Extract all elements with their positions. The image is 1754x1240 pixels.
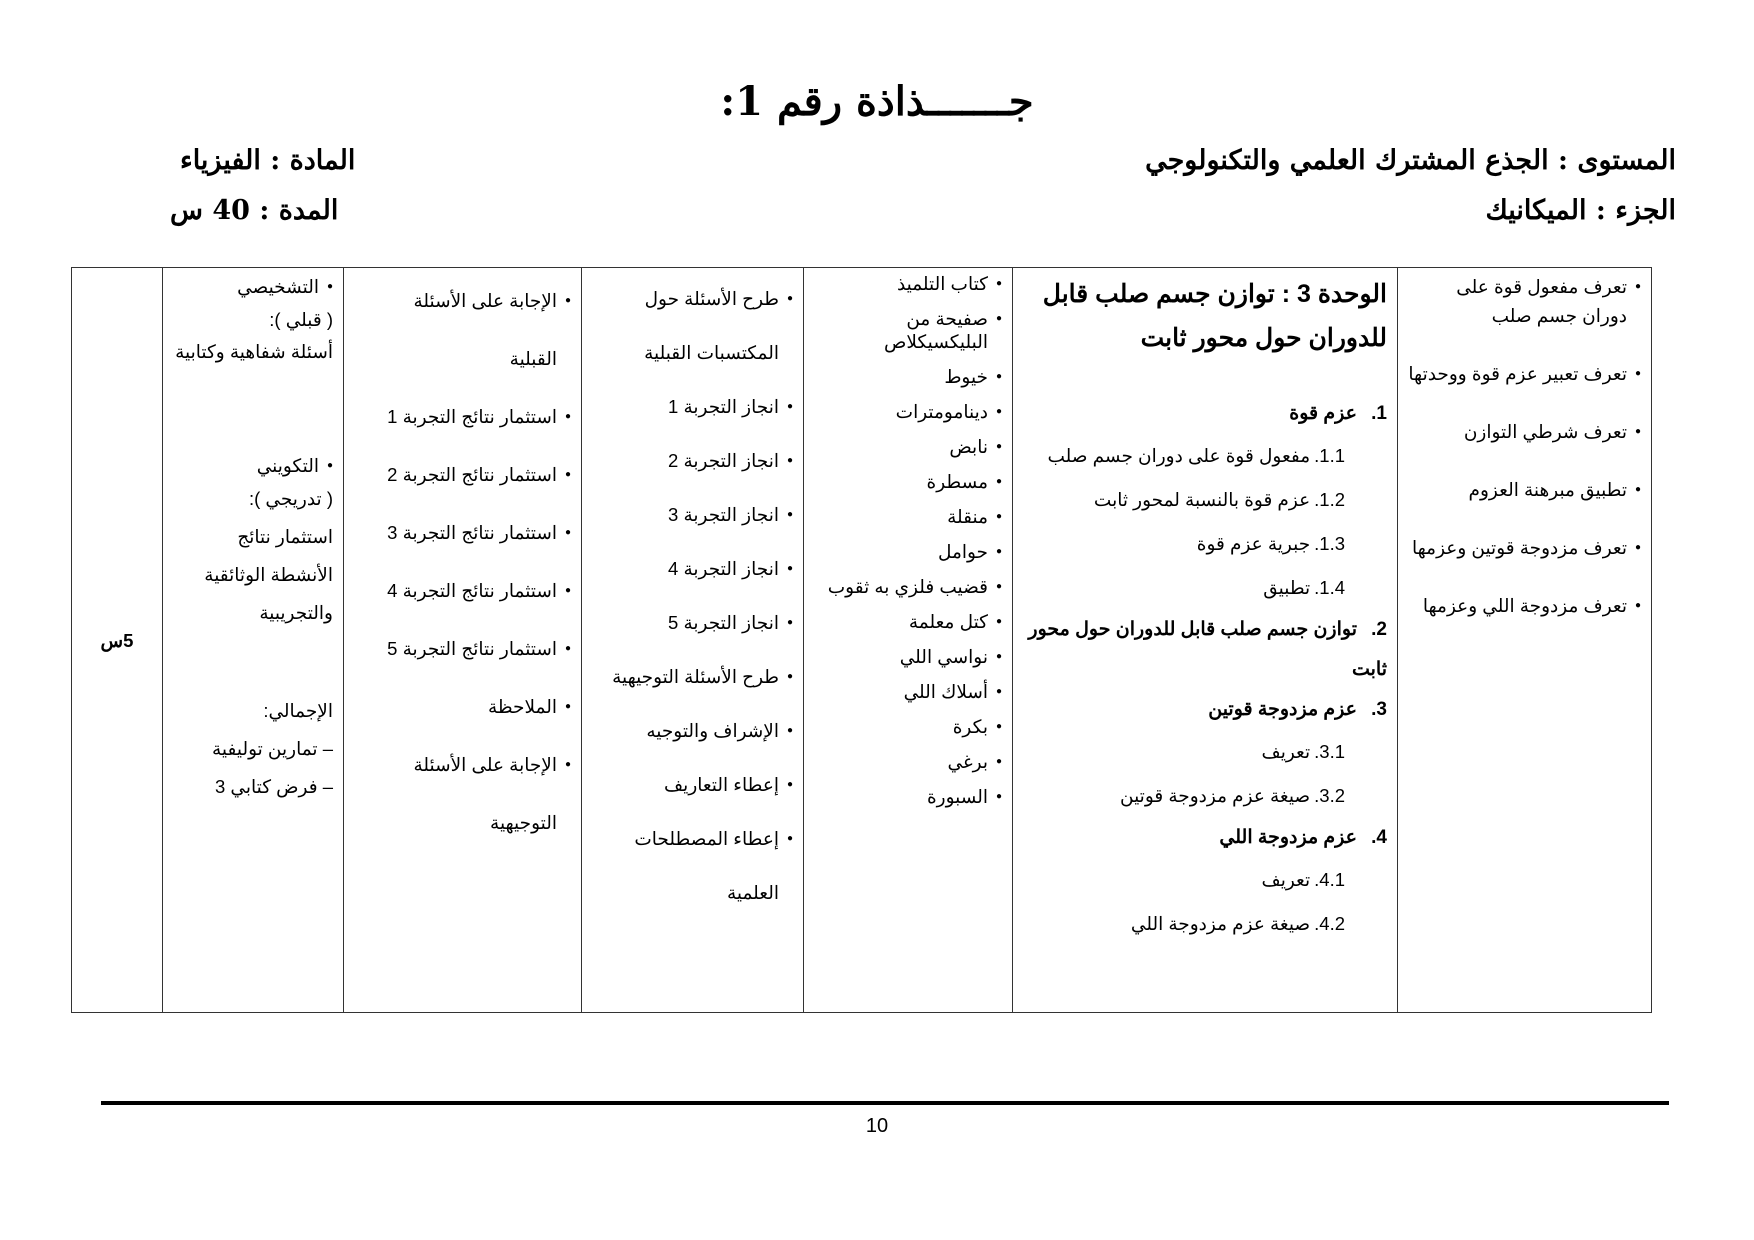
teacher-activity-item: ● انجاز التجربة 2 xyxy=(592,434,793,488)
objective-item: ● تعرف مفعول قوة على دوران جسم صلب xyxy=(1408,272,1641,330)
subsection-number: 3.2. xyxy=(1314,785,1345,806)
content-subsection xyxy=(1023,730,1387,774)
assessment-summative-item: – تمارين توليفية xyxy=(212,738,333,759)
subsection-number: 4.1. xyxy=(1314,869,1345,890)
teacher-activity-item: ● انجاز التجربة 4 xyxy=(592,542,793,596)
material-item: ● نواسي اللي xyxy=(814,645,1002,668)
section-number: 3. xyxy=(1371,699,1387,720)
page-number: 10 xyxy=(865,1115,889,1137)
unit-title: الوحدة 3 : توازن جسم صلب قابل للدوران حول محور ثابت xyxy=(1042,280,1387,352)
subsection-text: عزم قوة بالنسبة لمحور ثابت xyxy=(1093,489,1311,510)
material-item: ● كتل معلمة xyxy=(814,610,1002,633)
content-subsection xyxy=(1023,522,1387,566)
objective-item: ● تعرف مزدوجة قوتين وعزمها xyxy=(1408,533,1641,562)
subsection-number: 1.3. xyxy=(1314,533,1345,554)
assessment-summative-title: الإجمالي: xyxy=(263,700,333,721)
assessment-formative-text: استثمار نتائج الأنشطة الوثائقية والتجريبية xyxy=(204,526,333,623)
teacher-activities-cell xyxy=(582,268,804,1013)
content-section xyxy=(1023,394,1387,434)
subsection-text: صيغة عزم مزدوجة اللي xyxy=(1130,913,1311,934)
student-activity-item: ● استثمار نتائج التجربة 5 xyxy=(364,620,571,678)
assessment-diagnostic-title: ● التشخيصي xyxy=(173,272,333,301)
duration-label: المدة : 40 س xyxy=(170,195,339,226)
student-activity-item: ● استثمار نتائج التجربة 2 xyxy=(364,446,571,504)
student-activity-item: ● استثمار نتائج التجربة 3 xyxy=(364,504,571,562)
teacher-activity-item: ● إعطاء التعاريف xyxy=(592,758,793,812)
time-cell: 5س xyxy=(72,268,163,1013)
student-activities-cell xyxy=(344,268,582,1013)
content-subsection xyxy=(1023,478,1387,522)
material-item: ● نابض xyxy=(814,435,1002,458)
material-item: ● كتاب التلميذ xyxy=(814,272,1002,295)
teacher-activity-item: ● انجاز التجربة 5 xyxy=(592,596,793,650)
subsection-text: جبرية عزم قوة xyxy=(1196,533,1311,554)
subsection-text: صيغة عزم مزدوجة قوتين xyxy=(1120,785,1311,806)
objectives-cell xyxy=(1398,268,1652,1013)
teacher-activity-item: ● طرح الأسئلة حول المكتسبات القبلية xyxy=(592,272,793,380)
section-number: 4. xyxy=(1371,827,1387,848)
materials-cell xyxy=(804,268,1013,1013)
subsection-number: 1.1. xyxy=(1314,445,1345,466)
material-item: ● منقلة xyxy=(814,505,1002,528)
assessment-diagnostic-kind: ( قبلي ): xyxy=(269,309,333,330)
sheet-title: جـــــــذاذة رقم 1: xyxy=(720,78,1034,125)
material-item: ● صفيحة من البليكسيكلاص xyxy=(814,307,1002,353)
material-item: ● برغي xyxy=(814,750,1002,773)
assessment-diagnostic-text: أسئلة شفاهية وكتابية xyxy=(175,341,333,362)
content-section xyxy=(1023,610,1387,690)
teacher-activity-item: ● انجاز التجربة 1 xyxy=(592,380,793,434)
objective-item: ● تعرف تعبير عزم قوة ووحدتها xyxy=(1408,359,1641,388)
part-label: الجزء : الميكانيك xyxy=(1485,195,1676,226)
content-subsection xyxy=(1023,566,1387,610)
subsection-number: 1.4. xyxy=(1314,577,1345,598)
student-activity-item: ● الإجابة على الأسئلة القبلية xyxy=(364,272,571,388)
teacher-activity-item: ● الإشراف والتوجيه xyxy=(592,704,793,758)
content-cell xyxy=(1013,268,1398,1013)
material-item: ● بكرة xyxy=(814,715,1002,738)
content-section xyxy=(1023,690,1387,730)
objective-item: ● تعرف شرطي التوازن xyxy=(1408,417,1641,446)
objective-item: ● تطبيق مبرهنة العزوم xyxy=(1408,475,1641,504)
content-subsection xyxy=(1023,858,1387,902)
content-section xyxy=(1023,818,1387,858)
material-item: ● قضيب فلزي به ثقوب xyxy=(814,575,1002,598)
subsection-text: تطبيق xyxy=(1263,577,1311,598)
content-subsection xyxy=(1023,434,1387,478)
section-title: عزم مزدوجة اللي xyxy=(1219,827,1357,848)
section-number: 2. xyxy=(1371,619,1387,640)
material-item: ● دينامومترات xyxy=(814,400,1002,423)
content-subsection xyxy=(1023,902,1387,946)
level-label: المستوى : الجذع المشترك العلمي والتكنولوجي xyxy=(1145,145,1676,176)
teacher-activity-item: ● انجاز التجربة 3 xyxy=(592,488,793,542)
student-activity-item: ● استثمار نتائج التجربة 1 xyxy=(364,388,571,446)
subsection-text: مفعول قوة على دوران جسم صلب xyxy=(1047,445,1311,466)
student-activity-item: ● الإجابة على الأسئلة التوجيهية xyxy=(364,736,571,852)
section-title: عزم مزدوجة قوتين xyxy=(1208,699,1357,720)
footer-rule xyxy=(101,1101,1669,1105)
subsection-number: 4.2. xyxy=(1314,913,1345,934)
student-activity-item: ● استثمار نتائج التجربة 4 xyxy=(364,562,571,620)
objective-item: ● تعرف مزدوجة اللي وعزمها xyxy=(1408,591,1641,620)
assessment-formative-title: ● التكويني xyxy=(173,451,333,480)
subsection-text: تعريف xyxy=(1261,869,1311,890)
assessment-formative-kind: ( تدريجي ): xyxy=(248,488,333,509)
section-number: 1. xyxy=(1371,403,1387,424)
material-item: ● السبورة xyxy=(814,785,1002,808)
material-item: ● خيوط xyxy=(814,365,1002,388)
content-subsection xyxy=(1023,774,1387,818)
teacher-activity-item: ● طرح الأسئلة التوجيهية xyxy=(592,650,793,704)
student-activity-item: ● الملاحظة xyxy=(364,678,571,736)
subsection-number: 3.1. xyxy=(1314,741,1345,762)
section-title: توازن جسم صلب قابل للدوران حول محور ثابت xyxy=(1028,619,1387,680)
subsection-text: تعريف xyxy=(1261,741,1311,762)
assessment-summative-item: – فرض كتابي 3 xyxy=(214,776,333,797)
teacher-activity-item: ● إعطاء المصطلحات العلمية xyxy=(592,812,793,920)
lesson-table xyxy=(71,267,1652,1013)
subsection-number: 1.2. xyxy=(1314,489,1345,510)
section-title: عزم قوة xyxy=(1289,403,1357,424)
material-item: ● حوامل xyxy=(814,540,1002,563)
material-item: ● أسلاك اللي xyxy=(814,680,1002,703)
assessment-cell xyxy=(163,268,344,1013)
material-item: ● مسطرة xyxy=(814,470,1002,493)
subject-label: المادة : الفيزياء xyxy=(180,145,356,176)
